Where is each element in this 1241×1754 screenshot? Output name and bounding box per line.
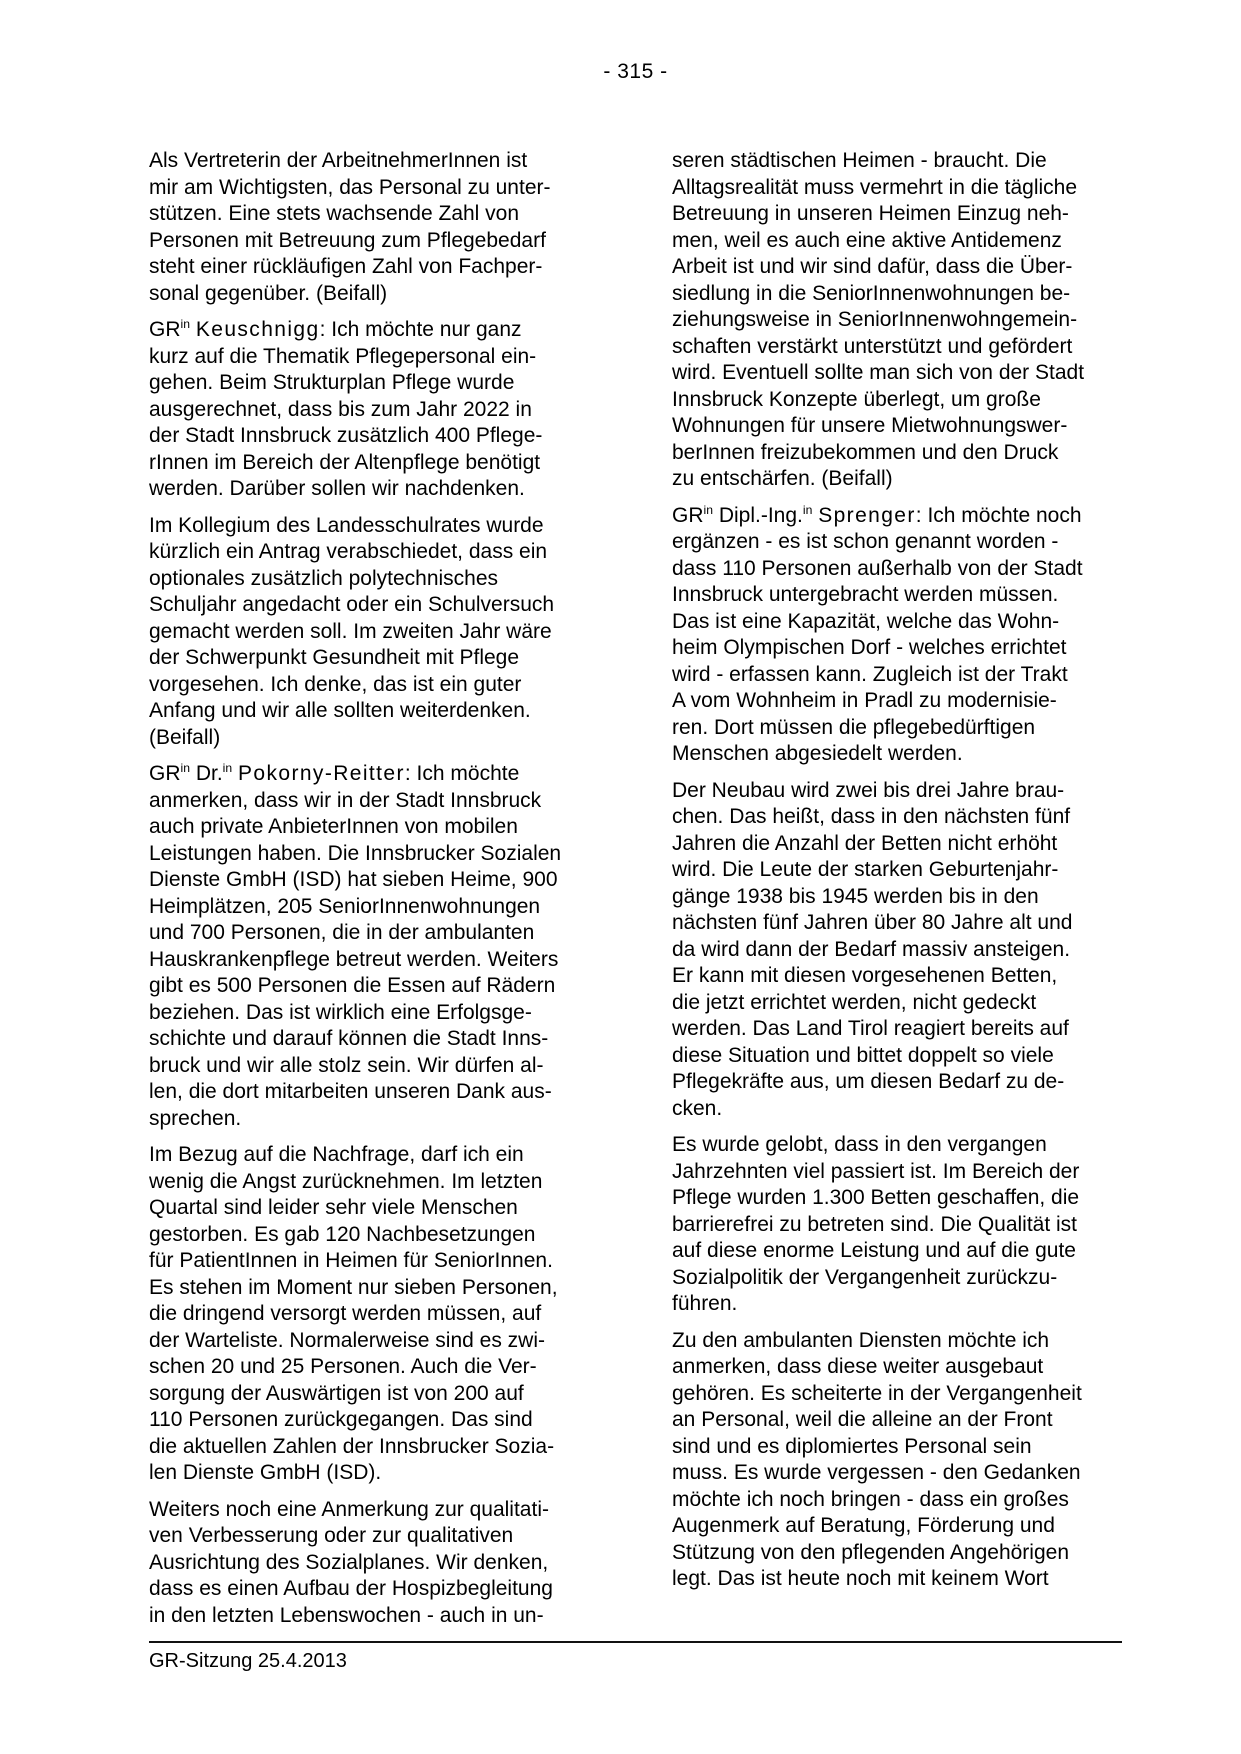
superscript: in [180,317,190,331]
page-number: - 315 - [603,60,668,83]
speaker-name: Pokorny-Reitter [237,762,405,785]
paragraph: Im Kollegium des Landesschulrates wurde kürzlich ein Antrag verabschiedet, dass ein optionales zusätzlich polytechnisches Schuljahr angedacht oder ein Schulversuch gemacht werden soll. Im zweiten Jahr wäre der Schwerpunkt Gesundheit mit Pflege vorgesehen. Ich denke, das ist ein guter Anfang und wir alle sollten weiterdenken. (Beifall) [149,513,555,749]
paragraph: $GR^{in}$ Keuschnigg: Ich möchte nur ganz kurz auf die Thematik Pflegepersonal ein- gehen. Beim Strukturplan Pflege wurde ausgerechnet, dass bis zum Jahr 2022 in der Stadt Innsbruck zusätzlich 400 Pflege- rInnen im Bereich der Altenpflege benötigt werden. Darüber sollen wir nachdenken. [149,317,543,500]
paragraph: seren städtischen Heimen - braucht. Die Alltagsrealität muss vermehrt in die tägliche Betreuung in unseren Heimen Einzug neh- men, weil es auch eine aktive Antidemenz Arbeit ist und wir sind dafür, dass die Über- siedlung in die SeniorInnenwohnungen be- ziehungsweise in SeniorInnenwohngemein- schaften verstärkt unterstützt und gefördert wird. Eventuell sollte man sich von der Stadt Innsbruck Konzepte überlegt, um große Wohnungen für unsere Mietwohnungswer- berInnen freizubekommen und den Druck zu entschärfen. (Beifall) [672,149,1085,490]
paragraph: Es wurde gelobt, dass in den vergangen Jahrzehnten viel passiert ist. Im Bereich der Pflege wurden 1.300 Betten geschaffen, die barrierefrei zu betreten sind. Die Qualität ist auf diese enorme Leistung und auf die gute Sozialpolitik der Vergangenheit zurückzu- führen. [672,1133,1080,1315]
superscript: in [802,502,813,517]
superscript: in [180,761,190,775]
footer-text: GR-Sitzung 25.4.2013 [149,1650,347,1672]
paragraph: Der Neubau wird zwei bis drei Jahre brau- chen. Das heißt, dass in den nächsten fünf Jahren die Anzahl der Betten nicht erhöht wird. Die Leute der starken Geburtenjahr- gänge 1938 bis 1945 werden bis in den nächsten fünf Jahren über 80 Jahre alt und da wird dann der Bedarf massiv ansteigen. Er kann mit diesen vorgesehenen Betten, die jetzt errichtet werden, nicht gedeckt werden. Das Land Tirol reagiert bereits auf diese Situation und bittet doppelt so viele Pflegekräfte aus, um diesen Bedarf zu de- cken. [672,778,1073,1120]
superscript: in [222,761,233,775]
superscript: in [703,502,713,517]
paragraph: Im Bezug auf die Nachfrage, darf ich ein wenig die Angst zurücknehmen. Im letzten Quartal sind leider sehr viele Menschen gestorben. Es gab 120 Nachbesetzungen für PatientInnen in Heimen für SeniorInnen. Es stehen im Moment nur sieben Personen, die dringend versorgt werden müssen, auf der Warteliste. Normalerweise sind es zwi- schen 20 und 25 Personen. Auch die Ver- sorgung der Auswärtigen ist von 200 auf 110 Personen zurückgegangen. Das sind die aktuellen Zahlen der Innsbrucker Sozia- len Dienste GmbH (ISD). [149,1143,558,1484]
paragraph: Als Vertreterin der ArbeitnehmerInnen ist mir am Wichtigsten, das Personal zu unter- stützen. Eine stets wachsende Zahl von Personen mit Betreuung zum Pflegebedarf steht einer rückläufigen Zahl von Fachper- sonal gegenüber. (Beifall) [149,149,551,305]
text-column-left [149,148,611,1639]
footer-rule [149,1641,1122,1643]
speaker-name: Sprenger [818,503,916,527]
text-column-right [672,148,1134,1603]
speaker-name: Keuschnigg [195,318,320,341]
paragraph: Zu den ambulanten Diensten möchte ich anmerken, dass diese weiter ausgebaut gehören. Es scheiterte in der Vergangenheit an Personal, weil die alleine an der Front sind und es diplomiertes Personal sein muss. Es wurde vergessen - den Gedanken möchte ich noch bringen - dass ein großes Augenmerk auf Beratung, Förderung und Stützung von den pflegenden Angehörigen legt. Das ist heute noch mit keinem Wort [672,1328,1082,1590]
paragraph: $GR^{in}$ Dr.$^{in}$ Pokorny-Reitter: Ich möchte anmerken, dass wir in der Stadt Innsbruck auch private AnbieterInnen von mobilen Leistungen haben. Die Innsbrucker Sozialen Dienste GmbH (ISD) hat sieben Heime, 900 Heimplätzen, 205 SeniorInnenwohnungen und 700 Personen, die in der ambulanten Hauskrankenpflege betreut werden. Weiters gibt es 500 Personen die Essen auf Rädern beziehen. Das ist wirklich eine Erfolgsge- schichte und darauf können die Stadt Inns- bruck und wir alle stolz sein. Wir dürfen al- len, die dort mitarbeiten unseren Dank aus- sprechen. [149,761,562,1130]
paragraph: $GR^{in}$ Dipl.-Ing.$^{in}$ Sprenger: Ich möchte noch ergänzen - es ist schon genannt worden - dass 110 Personen außerhalb von der Stadt Innsbruck untergebracht werden müssen. Das ist eine Kapazität, welche das Wohn- heim Olympischen Dorf - welches errichtet wird - erfassen kann. Zugleich ist der Trakt A vom Wohnheim in Pradl zu modernisie- ren. Dort müssen die pflegebedürftigen Menschen abgesiedelt werden. [672,502,1083,765]
paragraph: Weiters noch eine Anmerkung zur qualitati- ven Verbesserung oder zur qualitativen Ausrichtung des Sozialplanes. Wir denken, dass es einen Aufbau der Hospizbegleitung in den letzten Lebenswochen - auch in un- [149,1497,553,1627]
